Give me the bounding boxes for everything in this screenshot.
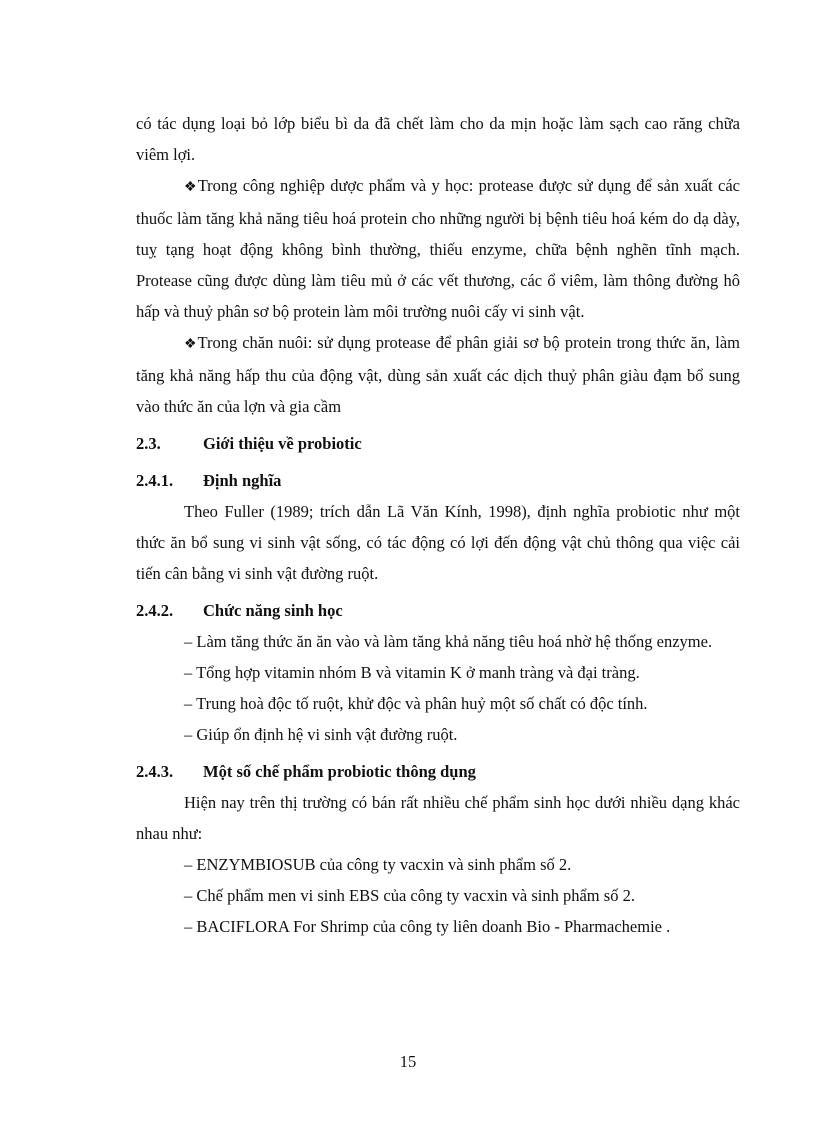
- list-item: – Chế phẩm men vi sinh EBS của công ty vacxin và sinh phẩm số 2.: [184, 886, 635, 905]
- intro-paragraph: Hiện nay trên thị trường có bán rất nhiều chế phẩm sinh học dưới nhiều dạng khác nhau như:: [136, 793, 740, 843]
- list-item: – Trung hoà độc tố ruột, khử độc và phân huỷ một số chất có độc tính.: [184, 694, 648, 713]
- list-item: – Giúp ổn định hệ vi sinh vật đường ruột.: [184, 725, 458, 744]
- heading-title: Chức năng sinh học: [203, 601, 343, 620]
- heading-title: Định nghĩa: [203, 471, 282, 490]
- heading-title: Một số chế phẩm probiotic thông dụng: [203, 762, 476, 781]
- bullet-text-livestock: Trong chăn nuôi: sử dụng protease để phân giải sơ bộ protein trong thức ăn, làm tăng khả năng hấp thu của động vật, dùng sản xuất các dịch thuỷ phân giàu đạm bổ sung vào thức ăn của lợn và gia cầm: [136, 333, 740, 416]
- list-item: – Tổng hợp vitamin nhóm B và vitamin K ở manh tràng và đại tràng.: [184, 663, 640, 682]
- document-page: [136, 108, 740, 942]
- heading-2-4-2: [136, 595, 740, 626]
- list-item: – Làm tăng thức ăn ăn vào và làm tăng khả năng tiêu hoá nhờ hệ thống enzyme.: [184, 632, 713, 651]
- heading-number: 2.3.: [136, 434, 161, 453]
- list-item: – ENZYMBIOSUB của công ty vacxin và sinh phẩm số 2.: [184, 855, 572, 874]
- paragraph-continuation: có tác dụng loại bỏ lớp biểu bì da đã chết làm cho da mịn hoặc làm sạch cao răng chữa viêm lợi.: [136, 114, 740, 164]
- heading-title: Giới thiệu về probiotic: [203, 434, 362, 453]
- bullet-paragraph-pharma: [136, 170, 740, 327]
- diamond-bullet-icon: ❖: [184, 180, 198, 195]
- bullet-paragraph-livestock: [136, 327, 740, 422]
- heading-number: 2.4.2.: [136, 601, 174, 620]
- bullet-text-pharma: Trong công nghiệp dược phẩm và y học: protease được sử dụng để sản xuất các thuốc làm tăng khả năng tiêu hoá protein cho những người bị bệnh tiêu hoá kém do dạ dày, tuỵ tạng hoạt động không bình thường, thiếu enzyme, chữa bệnh nghẽn tĩnh mạch. Protease cũng được dùng làm tiêu mủ ở các vết thương, các ổ viêm, làm thông đường hô hấp và thuỷ phân sơ bộ protein làm môi trường nuôi cấy vi sinh vật.: [136, 176, 740, 321]
- list-item: – BACIFLORA For Shrimp của công ty liên doanh Bio - Pharmachemie .: [184, 917, 671, 936]
- heading-number: 2.4.1.: [136, 471, 174, 490]
- heading-2-4-3: [136, 756, 740, 787]
- definition-paragraph: Theo Fuller (1989; trích dẫn Lã Văn Kính, 1998), định nghĩa probiotic như một thức ăn bổ sung vi sinh vật sống, có tác động có lợi đến động vật chủ thông qua việc cải tiến cân bằng vi sinh vật đường ruột.: [136, 502, 740, 583]
- page-number: 15: [399, 1052, 417, 1071]
- heading-2-4-1: [136, 465, 740, 496]
- diamond-bullet-icon: ❖: [184, 337, 198, 352]
- heading-number: 2.4.3.: [136, 762, 174, 781]
- heading-2-3: [136, 428, 740, 459]
